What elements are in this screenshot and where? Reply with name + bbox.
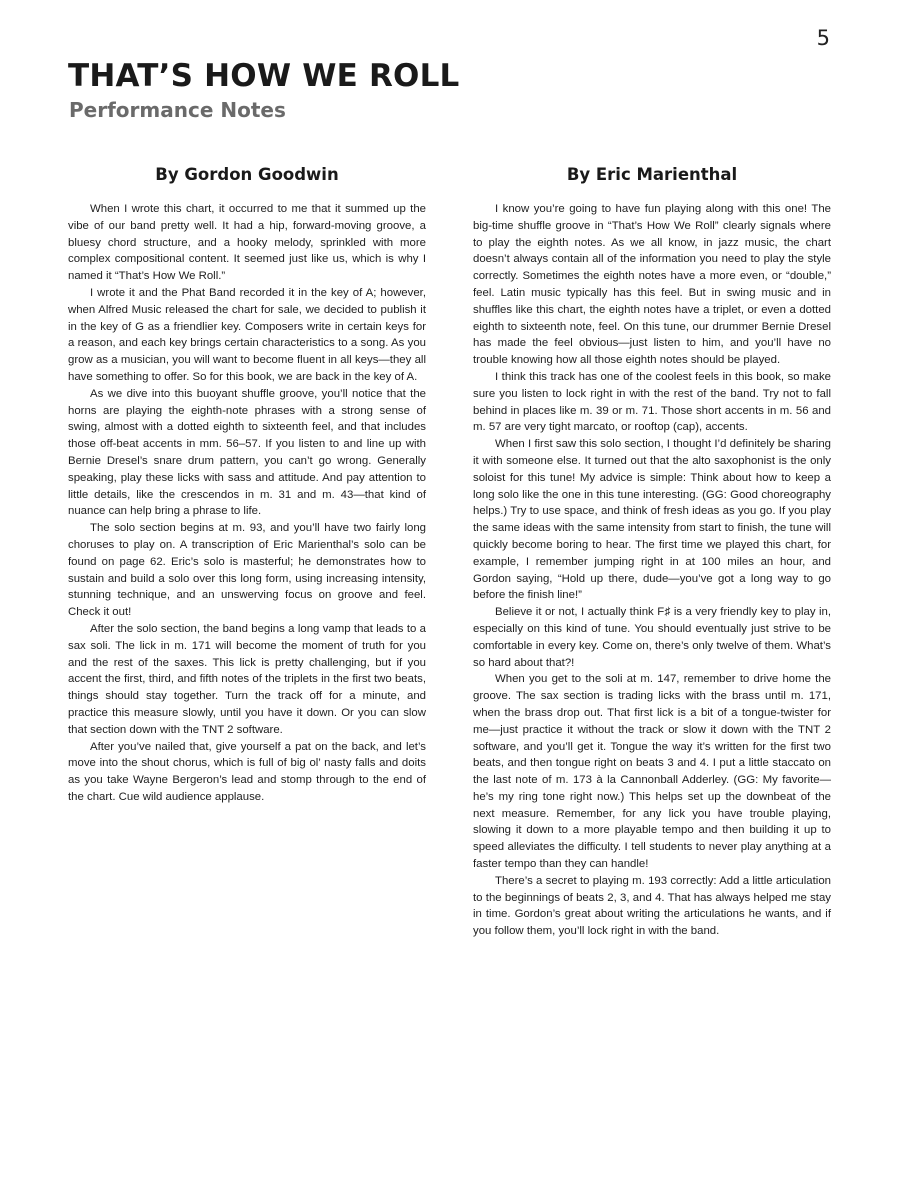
right-paragraph-6: There’s a secret to playing m. 193 correctly: Add a little articulation to the beginnings of beats 2, 3, and 4. That has always helped me stay in time. Gordon’s great about writing the articulations he wants, and if you follow them, you’ll lock right in with the band. [473, 874, 831, 938]
left-byline: By Gordon Goodwin [155, 165, 339, 184]
right-paragraph-3: When I first saw this solo section, I thought I’d definitely be sharing it with someone else. It turned out that the alto saxophonist is the only soloist for this tune! My advice is simple: Think about how to keep a long solo like the one in this tune interesting. (GG: Good choreography helps.) Try to use space, and think of fresh ideas as you go. If you play the same ideas with the same intensity from start to finish, the tune will quickly become boring to hear. The first time we played this chart, for example, I remember jumping right in at 100 miles an hour, and Gordon saying, “Hold up there, dude—you’ve got a long way to go before the finish line!” [473, 438, 831, 602]
right-paragraph-5: When you get to the soli at m. 147, remember to drive home the groove. The sax section is trading licks with the brass until m. 171, when the brass drop out. That first lick is a bit of a tongue-twister for me—just practice it without the track or slow it down with the TNT 2 software, and you’ll get it. Tongue the way it’s written for the first two beats, and then tongue right on beats 3 and 4. I put a little staccato on the last note of m. 173 à la Cannonball Adderley. (GG: My favorite—he’s my ring tone right now.) This helps set up the downbeat of the next measure. Remember, for any lick you have trouble playing, slowing it down to a more playable tempo and then building it up to speed alleviates the difficulty. I tell students to never play anything at a faster tempo than they can handle! [473, 673, 831, 871]
page-title: THAT’S HOW WE ROLL [68, 58, 460, 94]
page-subtitle: Performance Notes [69, 98, 286, 122]
left-paragraph-6: After you’ve nailed that, give yourself a pat on the back, and let’s move into the shout chorus, which is full of big ol’ nasty falls and doits as you take Wayne Bergeron’s lead and stomp through to the end of the chart. Cue wild audience applause. [68, 740, 426, 803]
right-paragraph-2: I think this track has one of the coolest feels in this book, so make sure you listen to lock right in with the rest of the band. Try not to fall behind in places like m. 39 or m. 71. Those short accents in m. 56 and m. 57 are very tight marcato, or rooftop (cap), accents. [473, 370, 831, 434]
right-paragraph-4: Believe it or not, I actually think F♯ is a very friendly key to play in, especially on this kind of tune. You should eventually just strive to be comfortable in every key. Come on, there’s only twelve of them. What’s so hard about that?! [473, 606, 831, 669]
right-byline: By Eric Marienthal [566, 165, 738, 184]
left-paragraph-2: I wrote it and the Phat Band recorded it in the key of A; however, when Alfred Music released the chart for sale, we decided to publish it in the key of G as a friendlier key. Composers write in certain keys for a reason, and each key brings certain characteristics to a song. As you grow as a musician, you will want to become fluent in all keys—they all have something to offer. So for this book, we are back in the key of A. [68, 286, 426, 383]
right-paragraph-1: I know you’re going to have fun playing along with this one! The big-time shuffle groove in “That’s How We Roll” clearly signals where to play the eighth notes. As we all know, in jazz music, the chart doesn’t always contain all of the information you need to play the style correctly. Sometimes the eighth notes have a more even, or “double,” feel. Latin music typically has this feel. But in swing music and in shuffles like this chart, the eighth notes have a triplet, or even a dotted eighth to sixteenth note, feel. On this tune, our drummer Bernie Dresel has made the feel obvious—just listen to him, and you’ll have no trouble knowing how all those eighth notes should be played. [473, 203, 831, 367]
left-paragraph-3: As we dive into this buoyant shuffle groove, you’ll notice that the horns are playing the eighth-note phrases with a strong sense of swing, almost with a dotted eighth to sixteenth feel, and that includes those off-beat accents in mm. 56–57. If you listen to and line up with Bernie Dresel’s snare drum pattern, you can’t go wrong. Generally speaking, play these licks with sass and attitude. And pay attention to little details, like the crescendos in m. 31 and m. 43—that kind of nuance can help bring a phrase to life. [68, 387, 426, 518]
right-column [473, 165, 831, 940]
left-paragraph-4: The solo section begins at m. 93, and you’ll have two fairly long choruses to play on. A transcription of Eric Marienthal’s solo can be found on page 62. Eric’s solo is masterful; he demonstrates how to sustain and build a solo over this long form, using increasing intensity, stunning technique, and an unswerving focus on groove and feel. Check it out! [68, 522, 426, 619]
left-paragraph-5: After the solo section, the band begins a long vamp that leads to a sax soli. The lick in m. 171 will become the moment of truth for you and the rest of the saxes. This lick is pretty challenging, but if you accent the first, third, and fifth notes of the triplets in the first two beats, things should stay together. Turn the track off for a minute, and practice this measure slowly, until you have it down. Or you can slow that section down with the TNT 2 software. [68, 622, 426, 736]
page-number: 5 [816, 26, 830, 50]
left-paragraph-1: When I wrote this chart, it occurred to me that it summed up the vibe of our band pretty well. It had a hip, forward-moving groove, a bluesy chord structure, and a hooky melody, sprinkled with more complex compositional content. It seemed just like us, which is why I named it “That’s How We Roll.” [68, 203, 426, 283]
left-column [68, 165, 426, 806]
